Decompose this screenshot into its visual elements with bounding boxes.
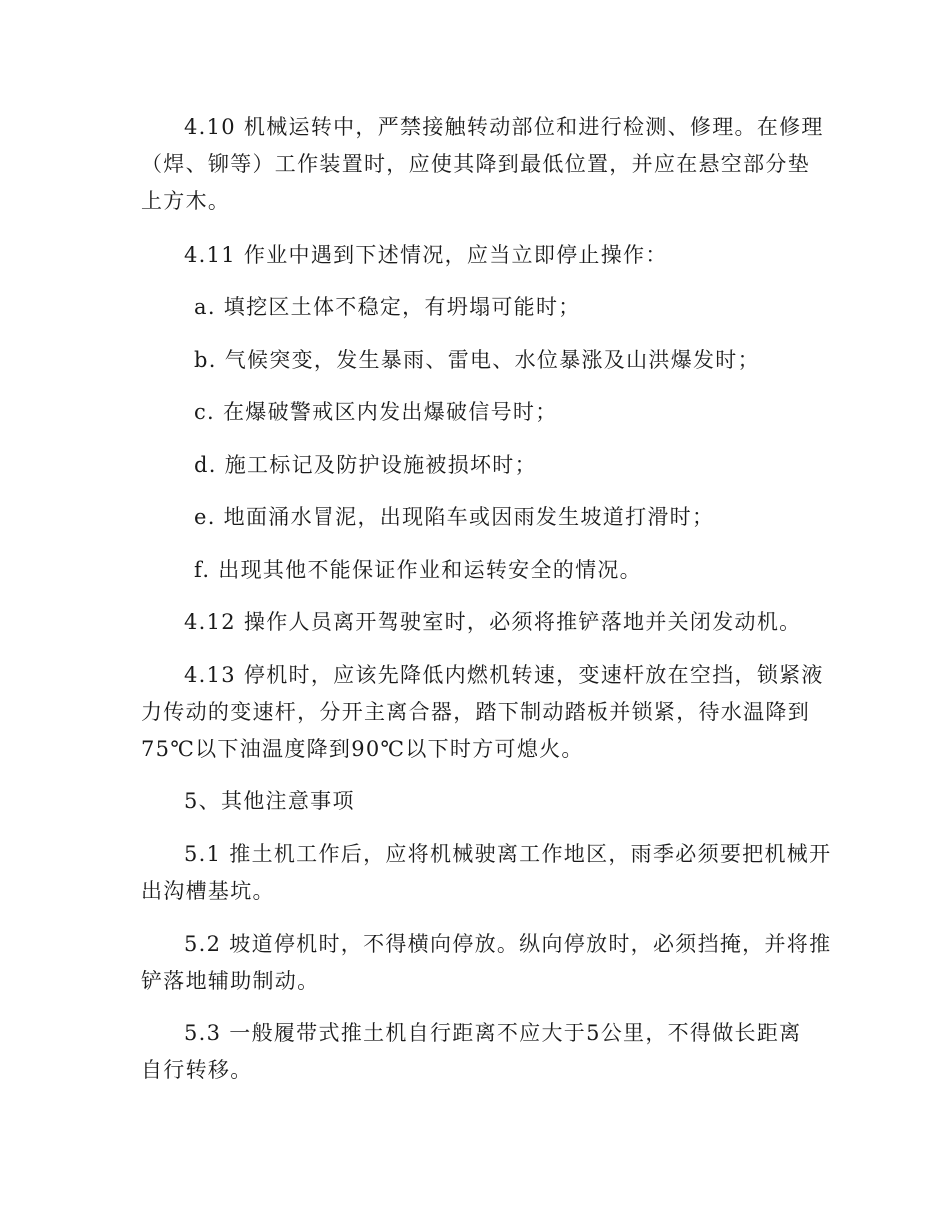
paragraph-4-13-line-2: 力传动的变速杆，分开主离合器，踏下制动踏板并锁紧，待水温降到 — [141, 700, 810, 724]
section-5-heading: 5、其他注意事项 — [184, 789, 355, 813]
paragraph-4-10-line-2: （焊、铆等）工作装置时，应使其降到最低位置，并应在悬空部分垫 — [141, 152, 810, 176]
paragraph-4-10-line-3: 上方木。 — [141, 189, 231, 213]
list-item-c: c. 在爆破警戒区内发出爆破信号时； — [194, 400, 558, 424]
list-item-b: b. 气候突变，发生暴雨、雷电、水位暴涨及山洪爆发时； — [194, 348, 760, 372]
paragraph-4-11-heading: 4.11 作业中遇到下述情况，应当立即停止操作： — [184, 243, 668, 267]
list-item-a: a. 填挖区土体不稳定，有坍塌可能时； — [194, 295, 581, 319]
paragraph-4-13-line-1: 4.13 停机时，应该先降低内燃机转速，变速杆放在空挡，锁紧液 — [184, 663, 824, 687]
paragraph-5-1-line-2: 出沟槽基坑。 — [141, 879, 275, 903]
paragraph-4-13-line-3: 75℃以下油温度降到90℃以下时方可熄火。 — [141, 737, 584, 761]
list-item-d: d. 施工标记及防护设施被损坏时； — [194, 453, 537, 477]
paragraph-4-10-line-1: 4.10 机械运转中，严禁接触转动部位和进行检测、修理。在修理 — [184, 115, 824, 139]
paragraph-5-2-line-1: 5.2 坡道停机时，不得横向停放。纵向停放时，必须挡掩，并将推 — [184, 932, 832, 956]
list-item-e: e. 地面涌水冒泥，出现陷车或因雨发生坡道打滑时； — [194, 505, 715, 529]
paragraph-5-3-line-1: 5.3 一般履带式推土机自行距离不应大于5公里，不得做长距离 — [184, 1021, 802, 1045]
paragraph-5-3-line-2: 自行转移。 — [141, 1058, 253, 1082]
list-item-f: f. 出现其他不能保证作业和运转安全的情况。 — [194, 558, 642, 582]
paragraph-4-12: 4.12 操作人员离开驾驶室时，必须将推铲落地并关闭发动机。 — [184, 610, 802, 634]
paragraph-5-1-line-1: 5.1 推土机工作后，应将机械驶离工作地区，雨季必须要把机械开 — [184, 842, 832, 866]
paragraph-5-2-line-2: 铲落地辅助制动。 — [141, 969, 320, 993]
